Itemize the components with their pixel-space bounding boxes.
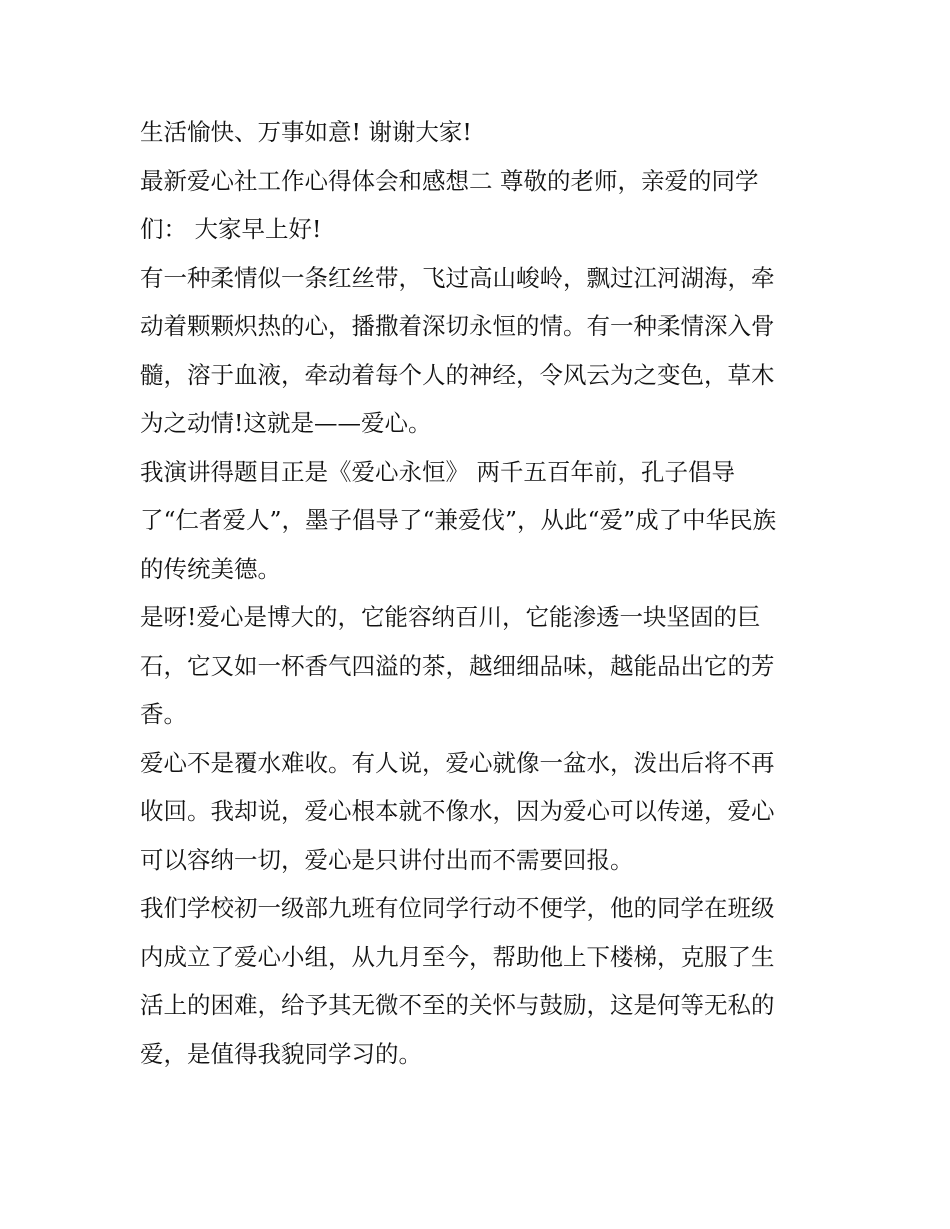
text-line: 有一种柔情似一条红丝带，飞过高山峻岭，飘过江河湖海，牵: [140, 263, 775, 292]
text-line: 收回。我却说，爱心根本就不像水，因为爱心可以传递，爱心: [140, 797, 775, 825]
text-line: 们： 大家早上好!: [140, 215, 322, 243]
text-line: 可以容纳一切，爱心是只讲付出而不需要回报。: [140, 845, 634, 874]
text-line: 动着颗颗炽热的心，播撒着深切永恒的情。有一种柔情深入骨: [140, 312, 775, 340]
text-line: 了“仁者爱人”，墨子倡导了“兼爱伐”，从此“爱”成了中华民族: [140, 506, 777, 534]
text-line: 为之动情!这就是——爱心。: [140, 409, 432, 437]
text-line: 髓，溶于血液，牵动着每个人的神经，令风云为之变色，草木: [140, 360, 775, 389]
text-line: 内成立了爱心小组，从九月至今，帮助他上下楼梯，克服了生: [140, 942, 775, 971]
text-line: 我演讲得题目正是《爱心永恒》 两千五百年前，孔子倡导: [140, 457, 735, 486]
text-line: 的传统美德。: [140, 554, 281, 583]
text-line: 爱心不是覆水难收。有人说，爱心就像一盆水，泼出后将不再: [140, 748, 775, 777]
text-line: 活上的困难，给予其无微不至的关怀与鼓励，这是何等无私的: [140, 991, 775, 1019]
document-body: [140, 108, 820, 1078]
text-line: 石，它又如一杯香气四溢的茶，越细细品味，越能品出它的芳: [140, 651, 775, 680]
text-line: 爱，是值得我貌同学习的。: [140, 1039, 422, 1068]
text-line: 我们学校初一级部九班有位同学行动不便学，他的同学在班级: [140, 894, 775, 922]
text-line: 最新爱心社工作心得体会和感想二 尊敬的老师，亲爱的同学: [140, 166, 759, 195]
text-line: 生活愉快、万事如意! 谢谢大家!: [140, 118, 472, 146]
text-line: 是呀!爱心是博大的，它能容纳百川，它能渗透一块坚固的巨: [140, 603, 761, 631]
text-line: 香。: [140, 700, 187, 728]
